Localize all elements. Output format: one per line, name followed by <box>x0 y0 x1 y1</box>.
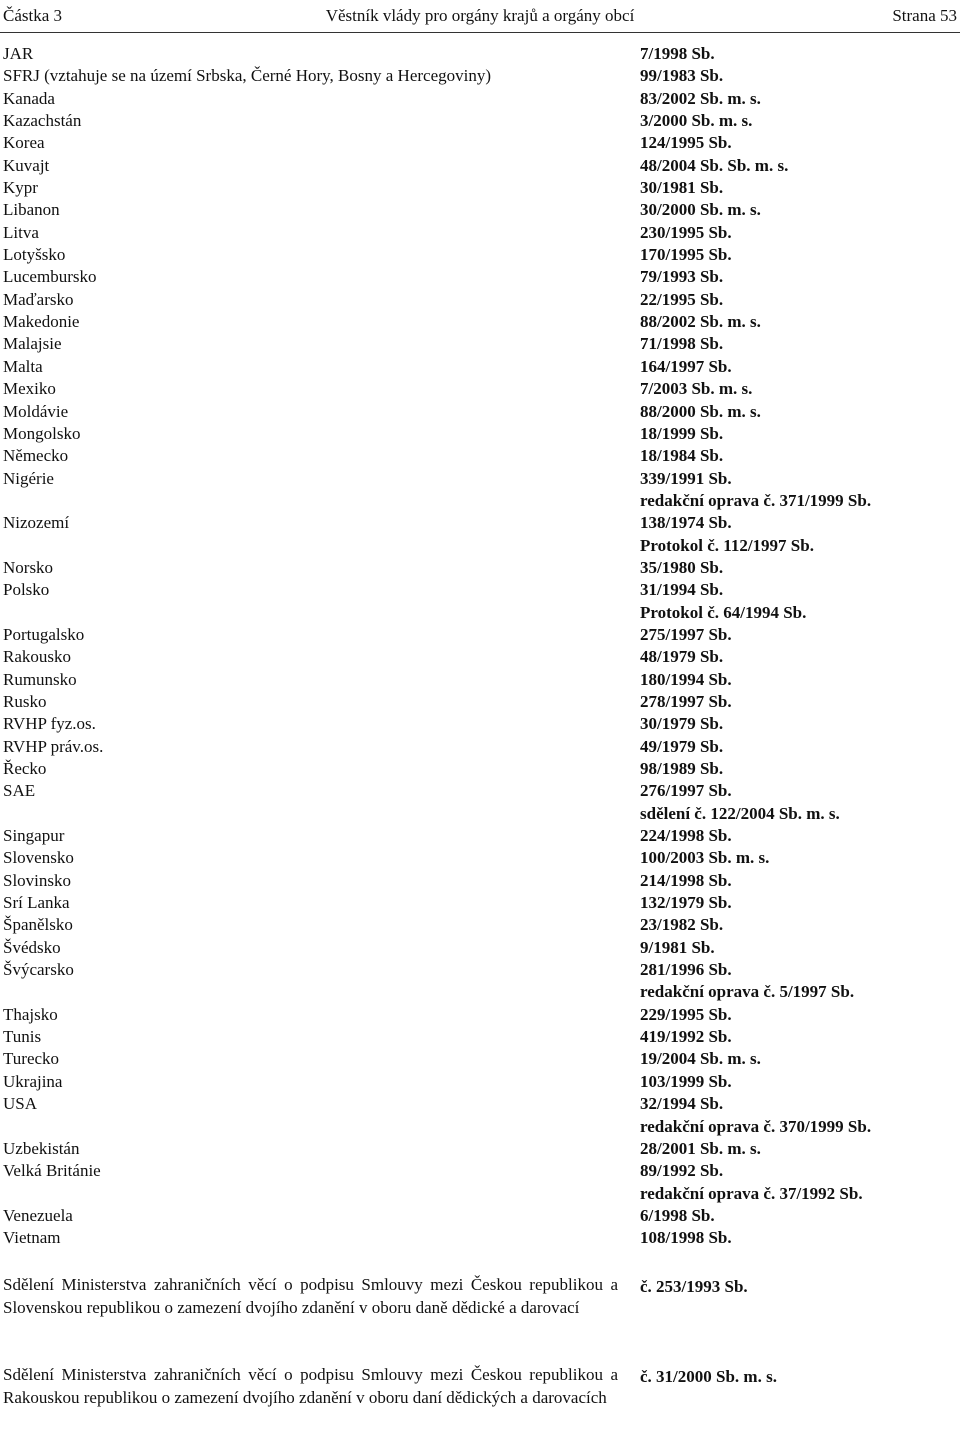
treaty-reference: Protokol č. 112/1997 Sb. <box>640 535 814 555</box>
country-name: Lotyšsko <box>3 245 66 265</box>
treaty-row <box>3 378 957 400</box>
treaty-row <box>3 691 957 713</box>
treaty-reference: 48/2004 Sb. Sb. m. s. <box>640 155 789 175</box>
treaty-row <box>3 713 957 735</box>
treaty-row <box>3 1227 957 1249</box>
country-name: Malajsie <box>3 334 62 354</box>
treaty-reference: 124/1995 Sb. <box>640 133 732 153</box>
treaty-reference: 89/1992 Sb. <box>640 1161 724 1181</box>
treaty-row <box>3 892 957 914</box>
treaty-row <box>3 1026 957 1048</box>
country-name: Maďarsko <box>3 289 74 309</box>
treaty-row <box>3 490 957 512</box>
country-name: Libanon <box>3 200 60 220</box>
treaty-reference: 276/1997 Sb. <box>640 781 732 801</box>
treaty-row <box>3 914 957 936</box>
treaty-row <box>3 311 957 333</box>
country-name: Malta <box>3 356 43 376</box>
treaty-reference: 19/2004 Sb. m. s. <box>640 1049 761 1069</box>
treaty-reference: 35/1980 Sb. <box>640 557 724 577</box>
treaty-reference: redakční oprava č. 371/1999 Sb. <box>640 490 872 510</box>
treaty-reference: 83/2002 Sb. m. s. <box>640 88 761 108</box>
treaty-row <box>3 1048 957 1070</box>
treaty-reference: 3/2000 Sb. m. s. <box>640 111 753 131</box>
treaty-row <box>3 870 957 892</box>
treaty-row <box>3 423 957 445</box>
country-name: Kuvajt <box>3 155 50 175</box>
treaty-row <box>3 780 957 802</box>
treaty-row <box>3 579 957 601</box>
treaty-reference: 7/1998 Sb. <box>640 44 715 63</box>
country-name: RVHP fyz.os. <box>3 714 96 734</box>
treaty-reference: 180/1994 Sb. <box>640 669 732 689</box>
country-name: Mexiko <box>3 379 56 399</box>
treaty-reference: 98/1989 Sb. <box>640 759 724 778</box>
treaty-row <box>3 669 957 691</box>
country-name: Tunis <box>3 1027 42 1047</box>
treaty-reference: 88/2000 Sb. m. s. <box>640 401 761 421</box>
treaty-reference: 214/1998 Sb. <box>640 870 732 890</box>
treaty-reference: Protokol č. 64/1994 Sb. <box>640 602 807 622</box>
treaty-row <box>3 1160 957 1182</box>
country-name: Slovinsko <box>3 870 72 890</box>
treaty-reference: 28/2001 Sb. m. s. <box>640 1138 761 1158</box>
country-name: USA <box>3 1094 38 1114</box>
treaty-row <box>3 1004 957 1026</box>
treaty-row <box>3 155 957 177</box>
treaty-reference: 71/1998 Sb. <box>640 334 724 354</box>
treaty-reference: 88/2002 Sb. m. s. <box>640 312 761 332</box>
treaty-row <box>3 1138 957 1160</box>
treaty-reference: 79/1993 Sb. <box>640 267 724 287</box>
treaty-reference: 132/1979 Sb. <box>640 893 732 913</box>
country-name: Vietnam <box>3 1228 61 1248</box>
treaty-row <box>3 825 957 847</box>
treaty-row <box>3 110 957 132</box>
country-name: Rakousko <box>3 647 71 667</box>
country-name: Singapur <box>3 826 65 846</box>
treaty-reference: 7/2003 Sb. m. s. <box>640 379 753 399</box>
treaty-reference: 49/1979 Sb. <box>640 736 724 756</box>
treaty-row <box>3 333 957 355</box>
country-name: Nizozemí <box>3 513 70 533</box>
treaty-reference: 31/1994 Sb. <box>640 580 724 600</box>
treaty-row <box>3 1071 957 1093</box>
country-name: Švédsko <box>3 937 61 957</box>
country-name: Kanada <box>3 88 55 108</box>
treaty-reference: 278/1997 Sb. <box>640 691 732 711</box>
country-name: Kypr <box>3 178 38 198</box>
treaty-reference: 281/1996 Sb. <box>640 960 732 980</box>
treaty-row <box>3 177 957 199</box>
country-name: Turecko <box>3 1049 60 1069</box>
treaty-reference: sdělení č. 122/2004 Sb. m. s. <box>640 803 840 823</box>
treaty-row <box>3 222 957 244</box>
issue-number: Částka 3 <box>3 6 63 25</box>
treaty-reference: 138/1974 Sb. <box>640 513 732 533</box>
treaty-row <box>3 535 957 557</box>
treaty-reference: 30/2000 Sb. m. s. <box>640 200 761 220</box>
treaty-row <box>3 959 957 981</box>
treaty-row <box>3 512 957 534</box>
country-name: Rumunsko <box>3 669 77 689</box>
notice-reference: č. 253/1993 Sb. <box>640 1277 748 1296</box>
treaty-row <box>3 244 957 266</box>
treaty-reference: 275/1997 Sb. <box>640 624 732 644</box>
treaty-reference: 108/1998 Sb. <box>640 1228 732 1248</box>
treaty-reference: 339/1991 Sb. <box>640 468 732 488</box>
treaty-reference: redakční oprava č. 370/1999 Sb. <box>640 1116 872 1136</box>
treaty-row <box>3 981 957 1003</box>
page-header <box>3 4 957 28</box>
country-name: Litva <box>3 222 39 242</box>
treaty-row <box>3 937 957 959</box>
country-name: Norsko <box>3 557 54 577</box>
treaty-reference: 103/1999 Sb. <box>640 1071 732 1091</box>
country-name: Německo <box>3 446 69 466</box>
country-name: Uzbekistán <box>3 1138 80 1158</box>
notice-text: Sdělení Ministerstva zahraničních věcí o podpisu Smlouvy mezi Českou republikou a Rakouskou republikou o zamezení dvojího zdanění v oboru daní dědických a darovacích <box>3 1365 618 1407</box>
country-name: Řecko <box>3 759 47 778</box>
country-name: Moldávie <box>3 401 69 421</box>
notice-item <box>3 1364 957 1409</box>
treaty-row <box>3 736 957 758</box>
treaty-row <box>3 1116 957 1138</box>
notice-item <box>3 1274 957 1319</box>
country-name: Švýcarsko <box>3 960 74 980</box>
header-divider <box>0 32 960 33</box>
treaty-row <box>3 624 957 646</box>
treaty-row <box>3 356 957 378</box>
treaty-row <box>3 1183 957 1205</box>
treaty-reference: 30/1981 Sb. <box>640 178 724 198</box>
country-name: Lucembursko <box>3 267 97 287</box>
treaty-row <box>3 1205 957 1227</box>
treaty-row <box>3 132 957 154</box>
treaty-row <box>3 847 957 869</box>
country-name: Rusko <box>3 691 47 711</box>
treaty-reference: redakční oprava č. 5/1997 Sb. <box>640 982 855 1002</box>
country-name: Velká Británie <box>3 1161 101 1181</box>
country-name: Korea <box>3 133 45 153</box>
treaty-row <box>3 1093 957 1115</box>
treaty-row <box>3 199 957 221</box>
treaty-reference: 224/1998 Sb. <box>640 826 732 846</box>
country-name: SAE <box>3 781 36 801</box>
treaty-row <box>3 557 957 579</box>
country-name: Srí Lanka <box>3 893 70 913</box>
treaty-reference: 9/1981 Sb. <box>640 937 715 957</box>
treaty-reference: 23/1982 Sb. <box>640 915 724 935</box>
country-name: Makedonie <box>3 312 80 332</box>
treaty-reference: 419/1992 Sb. <box>640 1027 732 1047</box>
treaty-reference: 230/1995 Sb. <box>640 222 732 242</box>
treaty-row <box>3 758 957 780</box>
country-name: Španělsko <box>3 915 73 935</box>
treaty-row <box>3 468 957 490</box>
treaty-reference: 18/1999 Sb. <box>640 423 724 443</box>
treaty-list <box>3 43 957 1250</box>
treaty-row <box>3 803 957 825</box>
treaty-row <box>3 88 957 110</box>
treaty-row <box>3 401 957 423</box>
country-name: RVHP práv.os. <box>3 736 104 756</box>
treaty-reference: 6/1998 Sb. <box>640 1205 715 1225</box>
country-name: Slovensko <box>3 848 74 868</box>
page-number: Strana 53 <box>892 6 957 25</box>
country-name: JAR <box>3 44 34 63</box>
treaty-row <box>3 646 957 668</box>
country-name: Thajsko <box>3 1004 58 1024</box>
treaty-reference: 32/1994 Sb. <box>640 1094 724 1114</box>
treaty-row <box>3 445 957 467</box>
treaty-reference: 229/1995 Sb. <box>640 1004 732 1024</box>
country-name: SFRJ (vztahuje se na území Srbska, Černé Hory, Bosny a Hercegoviny) <box>3 66 492 86</box>
treaty-reference: 99/1983 Sb. <box>640 66 724 86</box>
treaty-reference: 18/1984 Sb. <box>640 446 724 466</box>
treaty-reference: redakční oprava č. 37/1992 Sb. <box>640 1183 863 1203</box>
treaty-reference: 100/2003 Sb. m. s. <box>640 848 770 868</box>
notice-reference: č. 31/2000 Sb. m. s. <box>640 1367 777 1386</box>
treaty-row <box>3 266 957 288</box>
treaty-row <box>3 43 957 65</box>
treaty-reference: 170/1995 Sb. <box>640 245 732 265</box>
treaty-row <box>3 65 957 87</box>
treaty-reference: 22/1995 Sb. <box>640 289 724 309</box>
country-name: Venezuela <box>3 1205 73 1225</box>
notice-text: Sdělení Ministerstva zahraničních věcí o podpisu Smlouvy mezi Českou republikou a Slovenskou republikou o zamezení dvojího zdanění v oboru daně dědické a darovací <box>3 1275 618 1317</box>
treaty-reference: 30/1979 Sb. <box>640 714 724 734</box>
country-name: Polsko <box>3 580 50 600</box>
country-name: Nigérie <box>3 468 54 488</box>
country-name: Ukrajina <box>3 1071 63 1091</box>
country-name: Mongolsko <box>3 423 81 443</box>
treaty-row <box>3 289 957 311</box>
country-name: Portugalsko <box>3 624 85 644</box>
treaty-reference: 48/1979 Sb. <box>640 647 724 667</box>
treaty-row <box>3 602 957 624</box>
treaty-reference: 164/1997 Sb. <box>640 356 732 376</box>
publication-title: Věstník vlády pro orgány krajů a orgány obcí <box>325 6 635 25</box>
country-name: Kazachstán <box>3 111 82 131</box>
